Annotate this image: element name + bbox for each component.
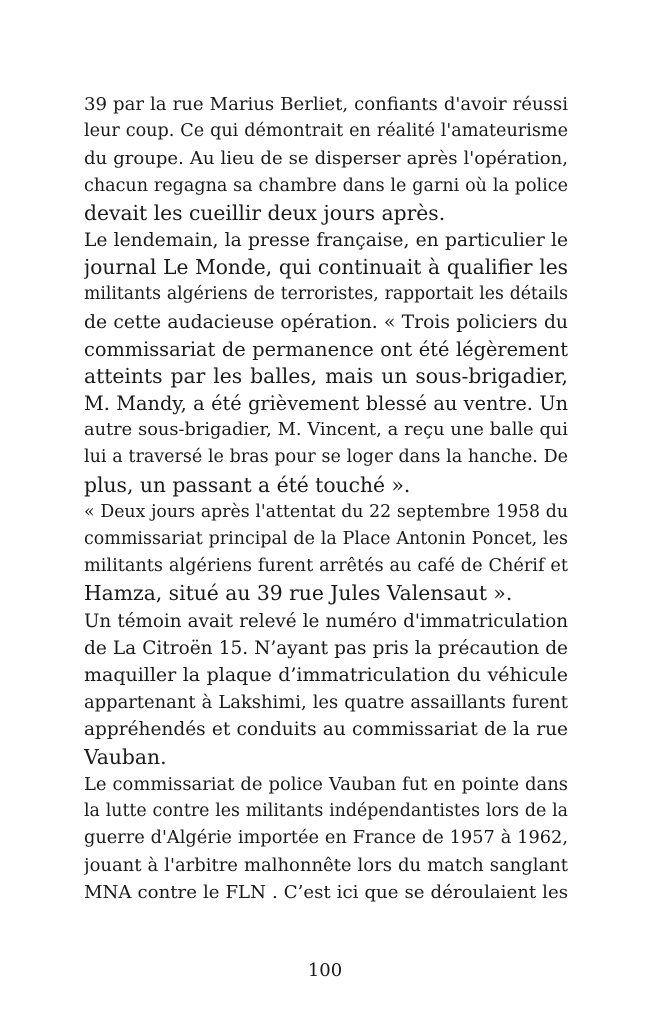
text-line: « Deux jours après l'attentat du 22 septembre 1958 du [84,501,568,522]
text-line: Un témoin avait relevé le numéro d'immatriculation [84,610,568,632]
text-line: atteints par les balles, mais un sous-brigadier, [84,363,568,388]
text-line: militants algériens furent arrêtés au café de Chérif et [84,556,568,577]
text-line: Le commissariat de police Vauban fut en pointe dans [84,773,568,795]
text-line: M. Mandy, a été grièvement blessé au ventre. Un [84,392,568,416]
text-line: Le lendemain, la presse française, en particulier le [84,229,568,251]
text-line: appartenant à Lakshimi, les quatre assaillants furent [84,692,568,714]
text-line: appréhendés et conduits au commissariat de la rue [84,719,568,741]
text-line: journal Le Monde, qui continuait à qualifier les [84,255,568,280]
text-line: militants algériens de terroristes, rapportait les détails [84,284,568,305]
body-text [84,91,568,907]
text-line: la lutte contre les militants indépendantistes lors de la [84,800,568,821]
text-line: Hamza, situé au 39 rue Jules Valensaut ». [84,581,513,606]
text-line: de cette audacieuse opération. « Trois policiers du [84,311,568,333]
text-line: leur coup. Ce qui démontrait en réalité l'amateurisme [84,121,568,142]
text-line: Vauban. [84,744,167,769]
text-line: commissariat de permanence ont été légèrement [84,337,568,361]
text-line: du groupe. Au lieu de se disperser après l'opération, [84,148,568,170]
text-line: 39 par la rue Marius Berliet, confiants d'avoir réussi [84,94,568,115]
page-number: 100 [307,960,343,981]
text-line: de La Citroën 15. N’ayant pas pris la précaution de [84,637,568,659]
text-line: lui a traversé le bras pour se loger dans la hanche. De [84,447,568,468]
text-line: jouant à l'arbitre malhonnête lors du match sanglant [84,855,568,877]
text-line: commissariat principal de la Place Antonin Poncet, les [84,529,568,549]
text-line: autre sous-brigadier, M. Vincent, a reçu une balle qui [84,420,568,441]
text-line: devait les cueillir deux jours après. [84,200,446,225]
text-line: plus, un passant a été touché ». [84,472,411,497]
text-line: MNA contre le FLN . C’est ici que se déroulaient les [84,882,568,904]
text-line: chacun regagna sa chambre dans le garni où la police [84,175,568,196]
text-line: guerre d'Algérie importée en France de 1957 à 1962, [84,828,568,849]
text-line: maquiller la plaque d’immatriculation du véhicule [84,663,568,686]
